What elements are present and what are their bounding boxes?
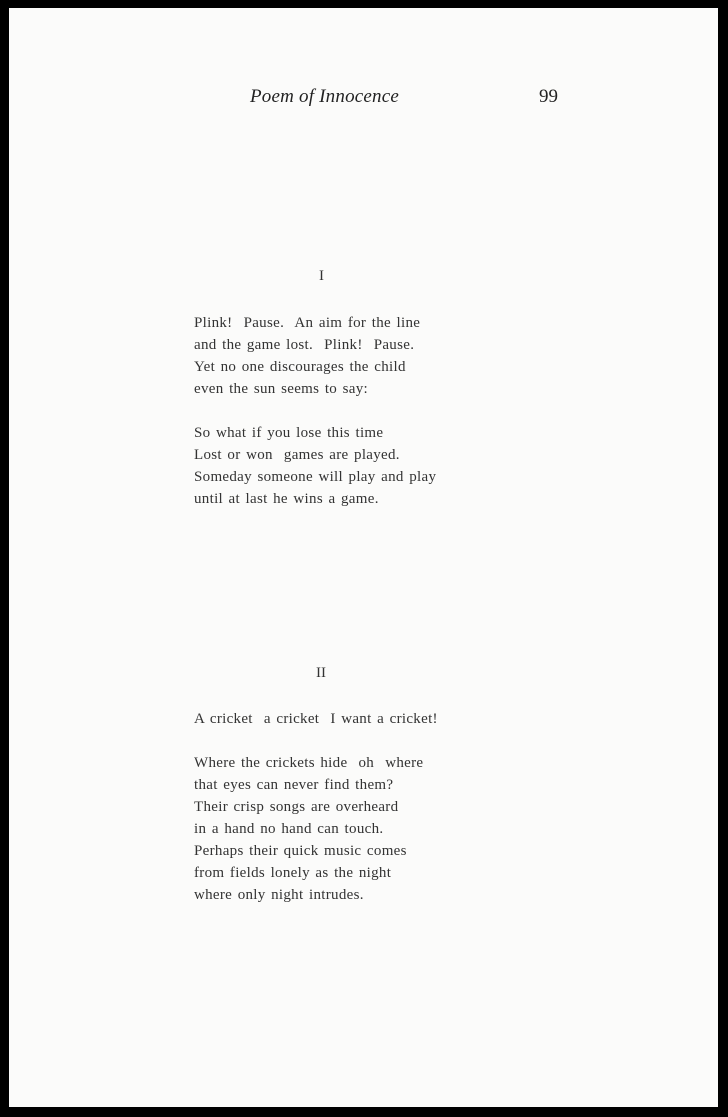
section-number: II xyxy=(316,665,326,681)
poem-line: A cricket a cricket I want a cricket! xyxy=(194,711,438,727)
poem-line: until at last he wins a game. xyxy=(194,491,379,507)
poem-line: and the game lost. Plink! Pause. xyxy=(194,337,415,353)
poem-line: Where the crickets hide oh where xyxy=(194,755,424,771)
book-page xyxy=(9,8,718,1107)
poem-line: Someday someone will play and play xyxy=(194,469,437,485)
poem-line: even the sun seems to say: xyxy=(194,381,369,397)
poem-line: Their crisp songs are overheard xyxy=(194,799,399,815)
stanza xyxy=(194,708,438,730)
poem-line: from fields lonely as the night xyxy=(194,865,392,881)
section-number: I xyxy=(319,268,324,284)
poem-line: Plink! Pause. An aim for the line xyxy=(194,315,421,331)
stanza xyxy=(194,312,420,400)
poem-line: Lost or won games are played. xyxy=(194,447,400,463)
stanza xyxy=(194,422,436,510)
poem-line: that eyes can never find them? xyxy=(194,777,394,793)
stanza xyxy=(194,752,423,906)
poem-line: in a hand no hand can touch. xyxy=(194,821,384,837)
poem-line: where only night intrudes. xyxy=(194,887,364,903)
poem-line: Yet no one discourages the child xyxy=(194,359,406,375)
running-header-title: Poem of Innocence xyxy=(250,86,399,107)
poem-line: So what if you lose this time xyxy=(194,425,384,441)
poem-line: Perhaps their quick music comes xyxy=(194,843,407,859)
page-number: 99 xyxy=(539,86,558,107)
